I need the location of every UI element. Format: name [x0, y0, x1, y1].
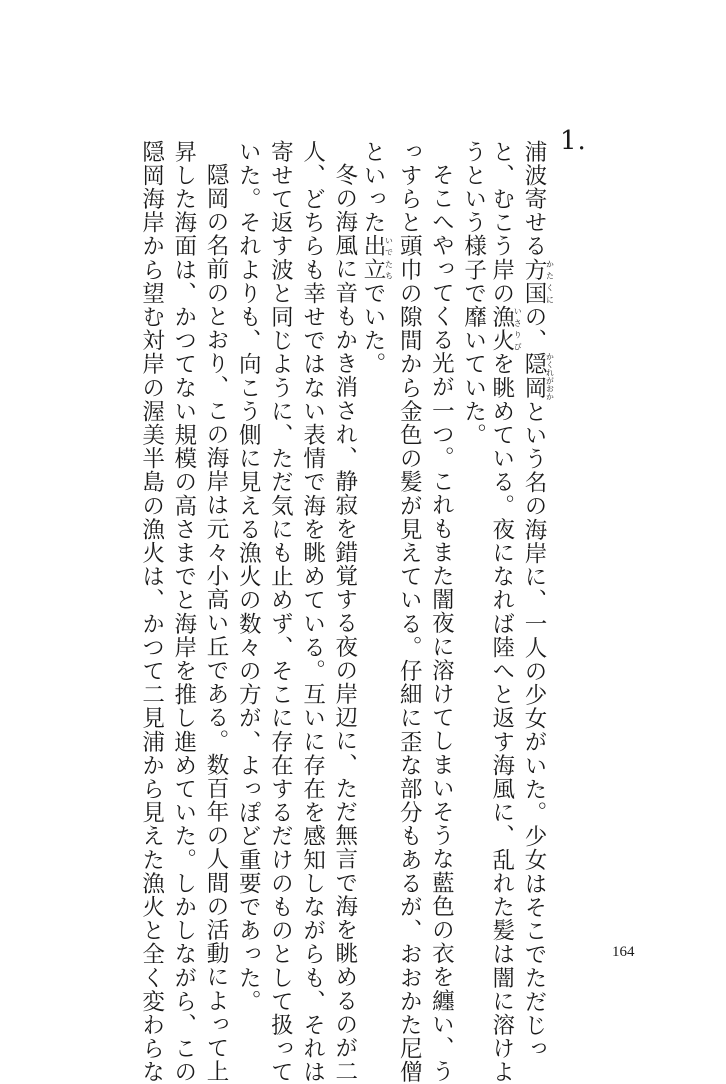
ruby-reading: かくれがおか [545, 352, 555, 401]
text-segment: いた。それよりも、向こう側に見える漁火の数々の方が、よっぽど重要であった。 [235, 140, 262, 1014]
text-segment: と、むこう岸の [488, 140, 515, 306]
text-segment: 人、どちらも幸せではない表情で海を眺めている。互いに存在を感知しながらも、それは [299, 140, 326, 1084]
text-line [297, 140, 329, 1084]
text-segment: うという様子で靡いていた。 [460, 140, 487, 447]
text-segment: 寄せて返す波と同じように、ただ気にも止めず、そこに存在するだけのものとして扱って [267, 140, 294, 1084]
text-segment: 隠岡の名前のとおり、この海岸は元々小高い丘である。数百年の人間の活動によって上 [203, 163, 229, 1084]
ruby-word [521, 258, 555, 306]
text-segment: という名の海岸に、一人の少女がいた。少女はそこでただじっ [521, 400, 547, 1061]
page-number: 164 [612, 944, 635, 960]
ruby-reading: いさりび [513, 305, 523, 353]
ruby-reading: かたくに [545, 258, 555, 306]
text-line [264, 140, 296, 1084]
text-line [522, 140, 554, 1061]
text-line [425, 163, 457, 1083]
text-line [393, 140, 425, 1084]
text-segment: を眺めている。夜になれば陸へと返す海風に、乱れた髪は闇に溶けよ [488, 352, 515, 1084]
ruby-base: 隠岡 [521, 352, 547, 401]
text-line [168, 140, 200, 1084]
text-line [490, 140, 522, 1084]
ruby-word [521, 352, 555, 401]
text-segment: 隠岡海岸から望む対岸の渥美半島の漁火は、かつて二見浦から見えた漁火と全く変わらな [138, 140, 165, 1084]
ruby-reading: いでたち [384, 234, 394, 282]
ruby-word [488, 305, 523, 353]
chapter-number: 1. [560, 126, 587, 156]
text-segment: でいた。 [360, 281, 386, 377]
text-line [361, 140, 393, 376]
text-segment: 昇した海面は、かつてない規模の高さまでと海岸を推し進めていた。しかしながら、この [170, 140, 197, 1084]
text-segment: 浦波寄せる [521, 140, 547, 258]
text-line [232, 140, 264, 1013]
text-segment: といった [360, 140, 386, 235]
text-segment: そこへやってくる光が一つ。これもまた闇夜に溶けてしまいそうな藍色の衣を纏い、う [428, 163, 455, 1084]
ruby-base: 出立 [360, 234, 386, 282]
ruby-base: 漁火 [488, 305, 515, 353]
text-line [458, 140, 490, 447]
text-line [329, 163, 361, 1083]
text-segment: の、 [521, 305, 547, 353]
ruby-word [360, 234, 394, 282]
text-line [200, 163, 232, 1083]
ruby-base: 方国 [521, 258, 547, 306]
text-line [136, 140, 168, 1084]
text-segment: 冬の海風に音もかき消され、静寂を錯覚する夜の岸辺に、ただ無言で海を眺めるのが二 [331, 163, 358, 1084]
text-segment: っすらと頭巾の隙間から金色の髪が見えている。仔細に歪な部分もあるが、おおかた尼僧 [396, 140, 423, 1084]
